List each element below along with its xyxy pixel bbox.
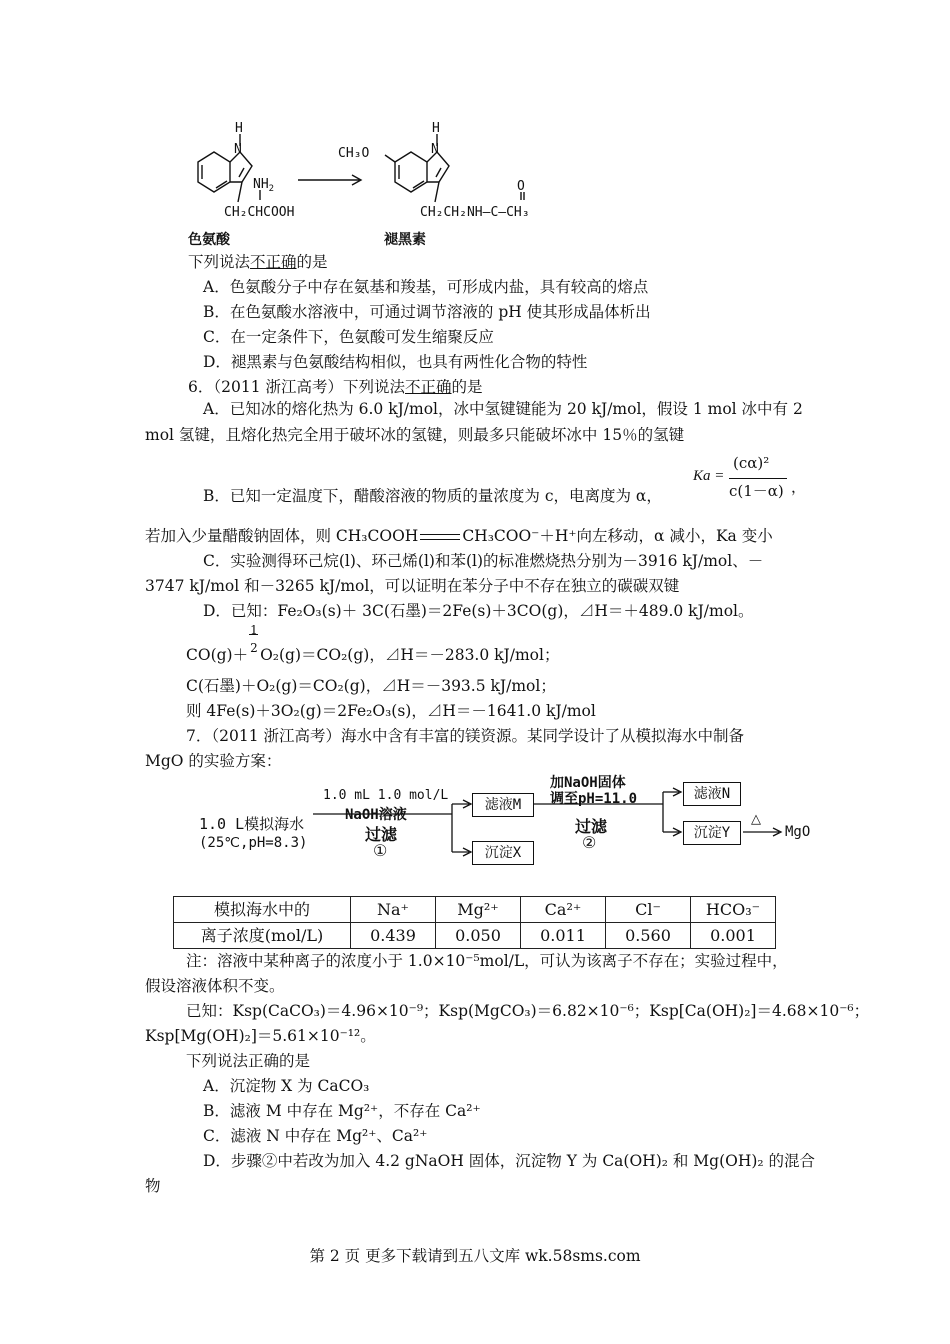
flow-product: MgO [785,824,811,840]
right-o-label: O [517,179,525,194]
flow-step1-top2: NaOH溶液 [345,807,407,823]
right-chain-label: CH₂CH₂NH–C–CH₃ [420,205,530,220]
q7-note-line1: 注：溶液中某种离子的浓度小于 1.0×10⁻⁵mol/L，可认为该离子不存在；实验过程中， [186,952,788,970]
ion-header: Cl⁻ [606,897,691,923]
flow-step2-bottom: 过滤 [575,817,608,836]
q6-option-c-line2: 3747 kJ/mol 和－3265 kJ/mol，可以证明在苯分子中不存在独立的碳碳双键 [145,577,680,595]
heat-delta-icon: △ [751,812,761,827]
ion-value: 0.560 [606,923,691,949]
ion-value: 0.011 [521,923,606,949]
flow-start-line2: (25℃,pH=8.3) [199,835,308,851]
q6-option-b-line1: B．已知一定温度下，醋酸溶液的物质的量浓度为 c，电离度为 α， [203,487,662,505]
ka-formula [693,454,813,504]
q7-stem-line2: MgO 的实验方案： [145,752,282,770]
half-fraction: $\frac{1}{2}$ [250,623,258,655]
q5-option-c: C．在一定条件下，色氨酸可发生缩聚反应 [203,328,494,346]
ion-header: Na⁺ [351,897,436,923]
q7-note-line2: 假设溶液体积不变。 [145,977,285,995]
ka-numerator: (cα)² [733,454,770,472]
q5-stem: 下列说法不正确的是 [188,253,328,271]
table-row [174,897,776,923]
ion-concentration-table [173,896,776,949]
q6-option-c-line1: C．实验测得环己烷(l)、环己烯(l)和苯(l)的标准燃烧热分别为－3916 kJ/mol、－ [203,552,764,570]
left-nh2-label: $NH_2$ [253,177,275,194]
ka-label: Ka = [693,468,725,484]
left-n-label: N [234,142,242,157]
q5-option-a: A．色氨酸分子中存在氨基和羧基，可形成内盐，具有较高的熔点 [203,278,649,296]
flow-step2-top2: 调至pH=11.0 [550,791,638,807]
filtrate-n-box: 滤液N [683,782,741,806]
q7-option-d-line1: D．步骤②中若改为加入 4.2 gNaOH 固体，沉淀物 Y 为 Ca(OH)₂ 和 Mg(OH)₂ 的混合 [203,1152,816,1170]
left-h-label: H [235,121,243,136]
q7-ksp-line1: 已知：Ksp(CaCO₃)＝4.96×10⁻⁹；Ksp(MgCO₃)＝6.82×10⁻⁶；Ksp[Ca(OH)₂]＝4.68×10⁻⁶； [186,1002,870,1020]
q6-option-d-line2: CO(g)＋ $\frac{1}{2}$ O₂(g)＝CO₂(g)，⊿H＝－283.0 kJ/mol； [186,623,560,664]
ka-denominator: c(1－α) [729,482,784,500]
ka-fraction-bar [729,478,787,479]
q6-stem: 6．（2011 浙江高考）下列说法不正确的是 [188,378,483,396]
filtrate-m-box: 滤液M [472,793,534,817]
q7-option-c: C．滤液 N 中存在 Mg²⁺、Ca²⁺ [203,1127,428,1145]
q6-option-d-line1: D．已知：Fe₂O₃(s)＋ 3C(石墨)＝2Fe(s)＋3CO(g)，⊿H＝＋489.0 kJ/mol。 [203,602,754,620]
q6-option-a: A．已知冰的熔化热为 6.0 kJ/mol，冰中氢键键能为 20 kJ/mol，假设 1 mol 冰中有 2 mol 氢键，且熔化热完全用于破坏冰的氢键，则最多只能破坏冰中 15％的氢键 [145,400,803,444]
reaction-scheme [180,120,600,250]
melatonin-name: 褪黑素 [384,232,426,248]
row-header-line2: 离子浓度(mol/L) [174,923,351,949]
q7-stem2: 下列说法正确的是 [186,1052,311,1070]
q6-option-b-line2: 若加入少量醋酸钠固体，则 CH₃COOH CH₃COO⁻＋H⁺向左移动，α 减小，Ka 变小 [145,527,773,545]
ion-header: HCO₃⁻ [691,897,776,923]
table-row [174,923,776,949]
q6-option-d-line4: 则 4Fe(s)＋3O₂(g)＝2Fe₂O₃(s)，⊿H＝－1641.0 kJ/mol [186,702,596,720]
ion-value: 0.439 [351,923,436,949]
precipitate-y-box: 沉淀Y [683,821,741,845]
right-n-label: N [431,142,439,157]
ion-value: 0.050 [436,923,521,949]
flow-step2-top1: 加NaOH固体 [550,775,626,791]
right-h-label: H [432,121,440,136]
equilibrium-arrow-icon [418,531,462,543]
q7-option-b: B．滤液 M 中存在 Mg²⁺，不存在 Ca²⁺ [203,1102,481,1120]
q7-stem-line1: 7．（2011 浙江高考）海水中含有丰富的镁资源。某同学设计了从模拟海水中制备 [186,727,744,745]
ion-header: Ca²⁺ [521,897,606,923]
flow-step1-top1: 1.0 mL 1.0 mol/L [323,788,449,803]
ion-value: 0.001 [691,923,776,949]
flow-diagram [195,770,835,880]
precipitate-x-box: 沉淀X [472,841,534,865]
q5-option-d: D．褪黑素与色氨酸结构相似，也具有两性化合物的特性 [203,353,588,371]
ion-header: Mg²⁺ [436,897,521,923]
q7-option-d-line2: 物 [145,1177,161,1195]
q7-option-a: A．沉淀物 X 为 CaCO₃ [203,1077,370,1095]
q7-ksp-line2: Ksp[Mg(OH)₂]＝5.61×10⁻¹²。 [145,1027,376,1045]
flow-start-line1: 1.0 L模拟海水 [199,815,305,833]
row-header-line1: 模拟海水中的 [174,897,351,923]
tryptophan-name: 色氨酸 [188,232,230,248]
q6-option-d-line3: C(石墨)＋O₂(g)＝CO₂(g)，⊿H＝－393.5 kJ/mol； [186,677,556,695]
left-chain-label: CH₂CHCOOH [224,205,295,220]
ka-comma: ， [791,478,807,496]
flow-step2-number: ② [582,833,597,852]
page-footer: 第 2 页 更多下载请到五八文库 wk.58sms.com [309,1247,641,1265]
q5-option-b: B．在色氨酸水溶液中，可通过调节溶液的 pH 使其形成晶体析出 [203,303,651,321]
flow-step1-bottom: 过滤 [365,825,398,844]
right-meo-label: CH₃O [338,146,370,161]
flow-step1-number: ① [373,841,388,860]
